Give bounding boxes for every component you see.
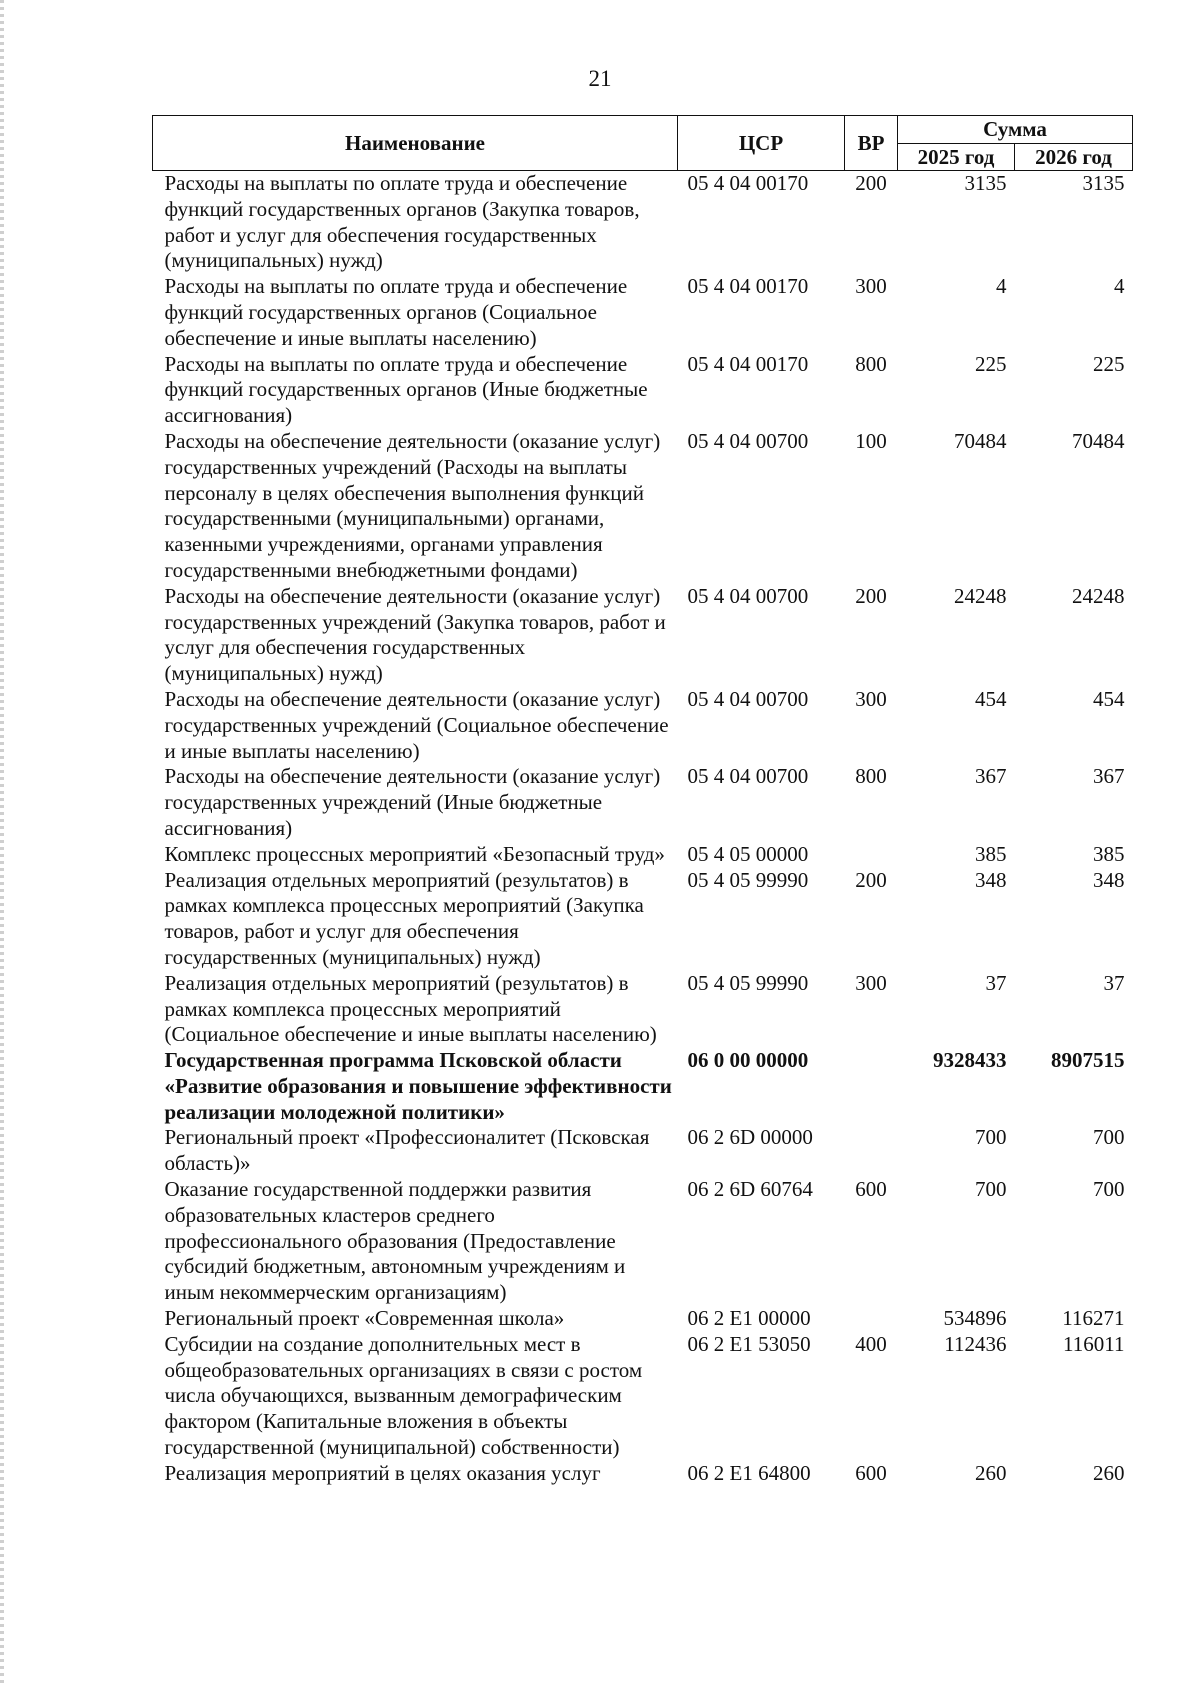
row-csr: 05 4 05 99990 <box>687 970 809 995</box>
table-body <box>153 171 1133 1487</box>
row-name: Реализация отдельных мероприятий (результатов) в рамках комплекса процессных мероприятий (Закупка товаров, работ и услуг для обеспечения государственных (муниципальных) нужд) <box>164 867 644 969</box>
row-vr: 600 <box>855 1460 887 1485</box>
row-name: Расходы на обеспечение деятельности (оказание услуг) государственных учреждений (Закупка товаров, работ и услуг для обеспечения государственных (муниципальных) нужд) <box>164 583 666 686</box>
header-year-2025: 2025 год <box>898 143 1015 171</box>
row-csr: 06 0 00 00000 <box>687 1048 809 1073</box>
row-name: Государственная программа Псковской области «Развитие образования и повышение эффективности реализации молодежной политики» <box>164 1048 672 1124</box>
table-row <box>153 1332 1133 1461</box>
row-csr: 06 2 E1 00000 <box>687 1306 811 1331</box>
table-row <box>153 584 1133 687</box>
row-csr: 05 4 04 00700 <box>687 764 809 789</box>
row-2025: 454 <box>975 686 1007 711</box>
row-2026: 385 <box>1093 841 1125 866</box>
row-csr: 05 4 05 99990 <box>687 867 809 892</box>
scan-edge <box>0 0 4 1686</box>
row-2025: 70484 <box>954 428 1007 453</box>
row-2025: 9328433 <box>933 1048 1007 1073</box>
row-2026: 700 <box>1093 1177 1125 1202</box>
row-vr: 100 <box>855 428 887 453</box>
row-2026: 367 <box>1093 764 1125 789</box>
row-2025: 260 <box>975 1460 1007 1485</box>
row-2025: 24248 <box>954 583 1007 608</box>
row-2026: 260 <box>1093 1460 1125 1485</box>
table-row <box>153 1461 1133 1487</box>
row-2025: 225 <box>975 351 1007 376</box>
row-name: Расходы на выплаты по оплате труда и обеспечение функций государственных органов (Закупка товаров, работ и услуг для обеспечения государственных (муниципальных) нужд) <box>164 171 640 273</box>
table-row <box>153 352 1133 429</box>
table-header <box>153 116 1133 171</box>
table-row <box>153 274 1133 351</box>
row-2026: 700 <box>1093 1125 1125 1150</box>
row-2026: 116011 <box>1063 1331 1125 1356</box>
row-vr: 800 <box>855 351 887 376</box>
table-row <box>153 687 1133 764</box>
header-vr: ВР <box>845 116 898 171</box>
budget-table <box>152 115 1133 1487</box>
row-2025: 534896 <box>943 1306 1007 1331</box>
row-csr: 05 4 04 00170 <box>687 274 809 299</box>
row-2026: 3135 <box>1082 171 1125 195</box>
row-2026: 454 <box>1093 686 1125 711</box>
table-row <box>153 1177 1133 1306</box>
row-csr: 05 4 04 00170 <box>687 351 809 376</box>
row-2026: 37 <box>1103 970 1125 995</box>
row-name: Оказание государственной поддержки развития образовательных кластеров среднего профессионального образования (Предоставление субсидий бюджетным, автономным учреждениям и иным некоммерческим организациям) <box>164 1177 626 1305</box>
table-row <box>153 868 1133 971</box>
row-name: Расходы на обеспечение деятельности (оказание услуг) государственных учреждений (Социальное обеспечение и иные выплаты населению) <box>164 686 669 763</box>
table-row <box>153 171 1133 275</box>
row-2026: 225 <box>1093 351 1125 376</box>
row-vr: 300 <box>855 970 887 995</box>
row-vr: 800 <box>855 764 887 789</box>
table-row <box>153 1306 1133 1332</box>
row-vr <box>845 1306 898 1332</box>
row-2025: 348 <box>975 867 1007 892</box>
header-year-2026: 2026 год <box>1015 143 1133 171</box>
row-2026: 348 <box>1093 867 1125 892</box>
row-2025: 385 <box>975 841 1007 866</box>
table-row <box>153 429 1133 584</box>
row-name: Субсидии на создание дополнительных мест в общеобразовательных организациях в связи с ростом числа обучающихся, вызванным демографическим фактором (Капитальные вложения в объекты государственной (муниципальной) собственности) <box>164 1331 643 1460</box>
row-2025: 700 <box>975 1125 1007 1150</box>
row-vr: 300 <box>855 274 887 299</box>
row-name: Реализация отдельных мероприятий (результатов) в рамках комплекса процессных мероприятий (Социальное обеспечение и иные выплаты населению) <box>164 970 657 1047</box>
row-csr: 06 2 6D 60764 <box>687 1177 813 1202</box>
row-csr: 06 2 E1 53050 <box>687 1331 811 1356</box>
header-sum: Сумма <box>898 116 1133 144</box>
row-vr: 400 <box>855 1331 887 1356</box>
row-csr: 05 4 04 00170 <box>687 171 809 195</box>
row-vr: 600 <box>855 1177 887 1202</box>
row-2026: 8907515 <box>1051 1048 1125 1073</box>
row-2026: 4 <box>1114 274 1125 299</box>
table-row <box>153 842 1133 868</box>
row-2025: 367 <box>975 764 1007 789</box>
row-vr <box>845 1048 898 1125</box>
row-2026: 70484 <box>1072 428 1125 453</box>
row-name: Региональный проект «Профессионалитет (Псковская область)» <box>164 1125 650 1176</box>
table-row <box>153 1048 1133 1125</box>
row-2025: 4 <box>996 274 1007 299</box>
row-vr <box>845 1125 898 1177</box>
row-vr: 300 <box>855 686 887 711</box>
row-csr: 05 4 04 00700 <box>687 583 809 608</box>
page-number: 21 <box>588 66 612 91</box>
row-2025: 37 <box>985 970 1007 995</box>
row-vr <box>845 842 898 868</box>
row-csr: 06 2 6D 00000 <box>687 1125 813 1150</box>
row-vr: 200 <box>855 171 887 195</box>
table-row <box>153 1125 1133 1177</box>
row-name: Расходы на обеспечение деятельности (оказание услуг) государственных учреждений (Иные бюджетные ассигнования) <box>164 764 661 840</box>
row-vr: 200 <box>855 867 887 892</box>
row-2026: 116271 <box>1062 1306 1125 1331</box>
row-csr: 05 4 05 00000 <box>687 841 809 866</box>
row-name: Расходы на обеспечение деятельности (оказание услуг) государственных учреждений (Расходы на выплаты персоналу в целях обеспечения выполнения функций государственными (муниципальными) органами, казенными учреждениями, органами управления государственными внебюджетными фондами) <box>164 428 661 582</box>
row-name: Комплекс процессных мероприятий «Безопасный труд» <box>164 841 665 866</box>
row-name: Региональный проект «Современная школа» <box>164 1306 565 1331</box>
table-row <box>153 764 1133 841</box>
row-csr: 05 4 04 00700 <box>687 686 809 711</box>
table-row <box>153 971 1133 1048</box>
row-csr: 05 4 04 00700 <box>687 428 809 453</box>
row-2025: 700 <box>975 1177 1007 1202</box>
row-2025: 112436 <box>944 1331 1007 1356</box>
row-csr: 06 2 E1 64800 <box>687 1460 811 1485</box>
row-vr: 200 <box>855 583 887 608</box>
header-name: Наименование <box>153 116 678 171</box>
row-2026: 24248 <box>1072 583 1125 608</box>
row-2025: 3135 <box>964 171 1007 195</box>
header-csr: ЦСР <box>678 116 845 171</box>
row-name: Расходы на выплаты по оплате труда и обеспечение функций государственных органов (Социальное обеспечение и иные выплаты населению) <box>164 274 628 350</box>
row-name: Реализация мероприятий в целях оказания услуг <box>164 1460 601 1485</box>
row-name: Расходы на выплаты по оплате труда и обеспечение функций государственных органов (Иные бюджетные ассигнования) <box>164 351 648 428</box>
